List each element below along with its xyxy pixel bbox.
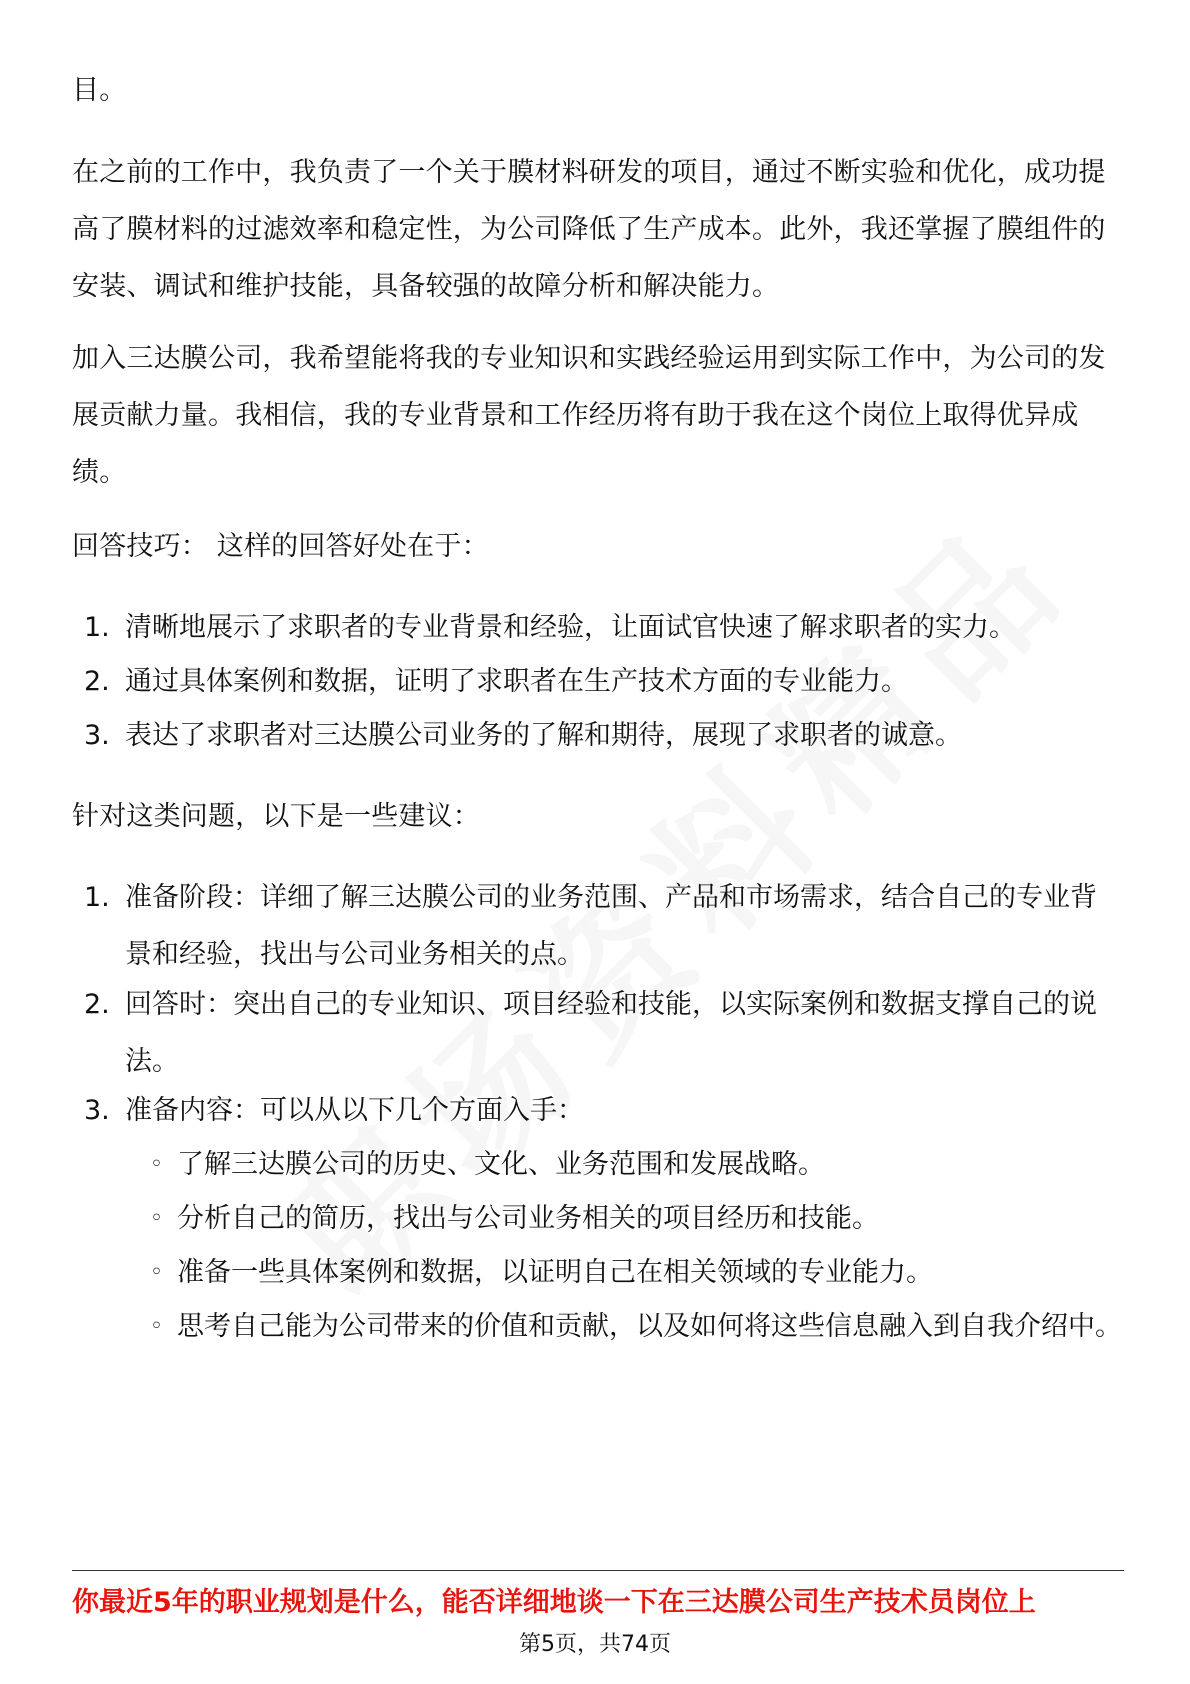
list-number: 2.	[84, 666, 110, 697]
suggestion-text: 准备阶段：详细了解三达膜公司的业务范围、产品和市场需求，结合自己的专业背景和经验，找出与公司业务相关的点。	[125, 882, 1097, 970]
benefit-item-3	[72, 707, 1122, 764]
footer-divider	[72, 1570, 1124, 1571]
paragraph-motivation: 加入三达膜公司，我希望能将我的专业知识和实践经验运用到实际工作中，为公司的发展贡献力量。我相信，我的专业背景和工作经历将有助于我在这个岗位上取得优异成绩。	[72, 343, 1106, 488]
list-number: 2.	[84, 989, 110, 1020]
benefit-text: 通过具体案例和数据，证明了求职者在生产技术方面的专业能力。	[125, 666, 908, 697]
list-number: 1.	[84, 612, 110, 643]
hollow-bullet-icon: ◦	[150, 1206, 163, 1231]
sub-item-text: 分析自己的简历，找出与公司业务相关的项目经历和技能。	[177, 1203, 879, 1234]
hollow-bullet-icon: ◦	[150, 1152, 163, 1177]
suggestion-item-2	[72, 976, 1122, 1090]
list-number: 3.	[84, 720, 110, 751]
list-number: 3.	[84, 1095, 110, 1126]
list-number: 1.	[84, 882, 110, 913]
benefit-item-1	[72, 599, 1122, 656]
sub-item-text: 了解三达膜公司的历史、文化、业务范围和发展战略。	[177, 1149, 825, 1180]
footer-question-title: 你最近5年的职业规划是什么，能否详细地谈一下在三达膜公司生产技术员岗位上	[72, 1587, 1036, 1618]
paragraph-continuation: 目。	[72, 75, 127, 106]
hollow-bullet-icon: ◦	[150, 1260, 163, 1285]
hollow-bullet-icon: ◦	[150, 1314, 163, 1339]
sub-item-text: 准备一些具体案例和数据，以证明自己在相关领域的专业能力。	[177, 1257, 933, 1288]
suggestion-item-1	[72, 869, 1122, 983]
benefit-text: 清晰地展示了求职者的专业背景和经验，让面试官快速了解求职者的实力。	[125, 612, 1016, 643]
sub-item-4	[150, 1298, 1122, 1355]
page-number: 第5页，共74页	[519, 1632, 671, 1657]
sub-item-text: 思考自己能为公司带来的价值和贡献，以及如何将这些信息融入到自我介绍中。	[177, 1311, 1122, 1342]
suggestion-text: 回答时：突出自己的专业知识、项目经验和技能，以实际案例和数据支撑自己的说法。	[125, 989, 1097, 1077]
answer-tips-heading: 回答技巧： 这样的回答好处在于：	[72, 531, 489, 562]
paragraph-experience: 在之前的工作中，我负责了一个关于膜材料研发的项目，通过不断实验和优化，成功提高了膜材料的过滤效率和稳定性，为公司降低了生产成本。此外，我还掌握了膜组件的安装、调试和维护技能，具备较强的故障分析和解决能力。	[72, 157, 1106, 302]
suggestion-text: 准备内容：可以从以下几个方面入手：	[125, 1095, 584, 1126]
sub-item-2	[150, 1190, 1122, 1247]
sub-item-1	[150, 1136, 1122, 1193]
suggestions-heading: 针对这类问题，以下是一些建议：	[72, 801, 480, 832]
sub-item-3	[150, 1244, 1122, 1301]
benefit-text: 表达了求职者对三达膜公司业务的了解和期待，展现了求职者的诚意。	[125, 720, 962, 751]
benefit-item-2	[72, 653, 1122, 710]
suggestion-item-3	[72, 1082, 1122, 1139]
